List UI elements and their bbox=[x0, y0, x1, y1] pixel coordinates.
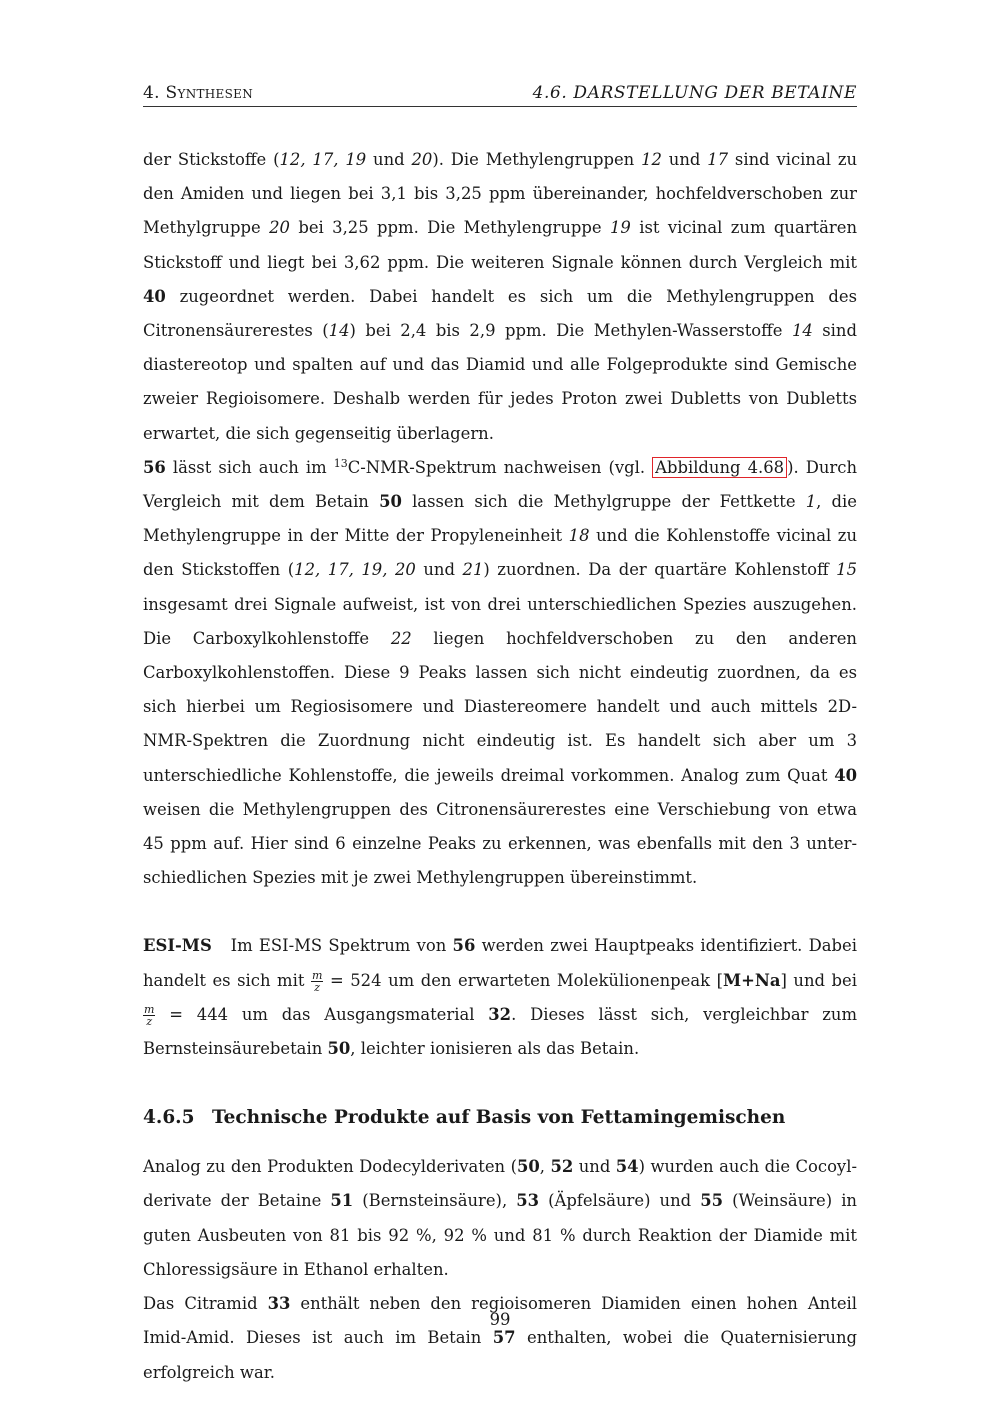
fraction-m-z: $\frac{m}{z}$ bbox=[144, 1002, 155, 1028]
paragraph-nmr-13c: 56 lässt sich auch im $^{13}$C-NMR-Spektrum nachweisen (vgl. Abbildung 4.68 ). Durch Vergleich mit dem Betain 50 lassen sich die Methylgruppe der Fettkette 1, die Methylengruppe in der Mitte der Propyleneinheit 18 und die Kohlenstoffe vicinal zu den Stickstoffen (12, 17, 19, 20 und 21) zuordnen. Da der quartäre Kohlenstoff 15 insgesamt drei Signale aufweist, ist von drei unterschiedlichen Spezies auszugehen. Die Carboxylkohlenstoffe 22 liegen hochfeldverschoben zu den anderen Carboxylkohlenstoffen. Diese 9 Peaks lassen sich nicht eindeutig zuordnen, da es sich hierbei um Regiosisomere und Diastereomere handelt und auch mittels 2D-NMR-Spektren die Zuordnung nicht eindeutig ist. Es handelt sich aber um 3 unterschiedliche Kohlenstoffe, die jeweils dreimal vorkommen. Analog zum Quat 40 weisen die Methylengruppen des Citronensäurerestes eine Verschiebung von etwa 45 ppm auf. Hier sind 6 einzelne Peaks zu erkennen, was ebenfalls mit den 3 unterschiedlichen Spezies mit je zwei Methylengruppen übereinstimmt. bbox=[143, 456, 857, 888]
paragraph-citramid: Das Citramid 33 enthält neben den regioisomeren Diamiden einen hohen Anteil Imid-Amid. Dieses ist auch im Betain 57 enthalten, wobei die Quaternisierung erfolgreich war. bbox=[143, 1294, 858, 1382]
section-number: 4.6.5 bbox=[143, 1107, 195, 1129]
paragraph-nmr-1h: der Stickstoffe (12, 17, 19 und 20). Die Methylengruppen 12 und 17 sind vicinal zu den Amiden und liegen bei 3,1 bis 3,25 ppm übereinander, hochfeldverschoben zur Methylgruppe 20 bei 3,25 ppm. Die Methylengruppe 19 ist vicinal zum quartären Stickstoff und liegt bei 3,62 ppm. Die weiteren Signale können durch Vergleich mit 40 zugeordnet werden. Dabei handelt es sich um die Methylengruppen des Citronensäurerestes (14) bei 2,4 bis 2,9 ppm. Die Methylen-Wasserstoffe 14 sind diastereotop und spalten auf und das Diamid und alle Folgeprodukte sind Gemische zweier Regioisomere. Deshalb werden für jedes Proton zwei Dubletts von Dubletts erwartet, die sich gegenseitig überlagern. bbox=[143, 150, 858, 443]
paragraph-label: ESI-MS bbox=[143, 936, 212, 956]
header-section: 4.6. DARSTELLUNG DER BETAINE bbox=[532, 83, 857, 103]
page-number: 99 bbox=[489, 1310, 511, 1329]
section-heading bbox=[143, 1104, 857, 1132]
paragraph-esi-ms: ESI-MS Im ESI-MS Spektrum von 56 werden zwei Hauptpeaks identifiziert. Dabei handelt es sich mit $\frac{m}{z}$ = 524 um den erwarteten Molekülionenpeak [M+Na] und bei $\frac{m}{z}$ = 444 um das Ausgangsmaterial 32. Dieses lässt sich, vergleichbar zum Bernsteinsäurebetain 50, leichter ionisieren als das Betain. bbox=[143, 936, 857, 1059]
section-title: Technische Produkte auf Basis von Fettamingemischen bbox=[212, 1107, 786, 1129]
running-header bbox=[143, 80, 857, 107]
page-body bbox=[143, 143, 857, 1390]
figure-reference-link[interactable]: Abbildung 4.68 bbox=[652, 457, 787, 478]
fraction-m-z: $\frac{m}{z}$ bbox=[311, 968, 323, 994]
paragraph-technical-products: Analog zu den Produkten Dodecylderivaten (50, 52 und 54) wurden auch die Cocoylderivate der Betaine 51 (Bernsteinsäure), 53 (Äpfelsäure) und 55 (Weinsäure) in guten Ausbeuten von 81 bis 92 %, 92 % und 81 % durch Reaktion der Diamide mit Chloressigsäure in Ethanol erhalten. bbox=[143, 1157, 857, 1279]
header-chapter: 4. Synthesen bbox=[143, 83, 254, 103]
